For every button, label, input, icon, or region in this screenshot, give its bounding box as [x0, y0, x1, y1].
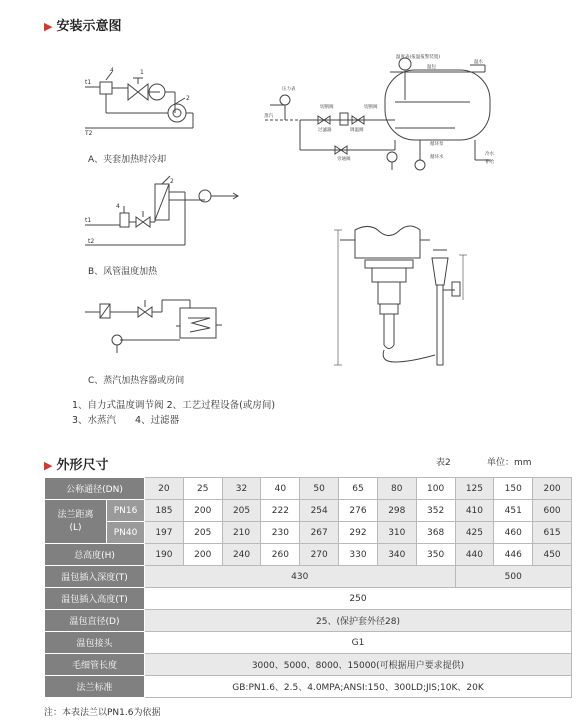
table-row-capillary: [45, 654, 572, 676]
pn40-label: PN40: [107, 522, 145, 544]
pn16-cell: 185: [145, 500, 184, 522]
table-row-pn40: [45, 522, 572, 544]
dn-cell: 80: [377, 478, 416, 500]
flange-std-value: GB:PN1.6、2.5、4.0MPA;ANSI:150、300LD;JIS;10K、20K: [145, 676, 572, 698]
dims-section-title: ▶ 外形尺寸: [44, 458, 109, 473]
dn-cell: 100: [416, 478, 455, 500]
pn16-cell: 451: [494, 500, 533, 522]
height-cell: 330: [339, 544, 378, 566]
install-section-title: ▶ 安装示意图: [44, 19, 122, 34]
table-row-bulb-dia: [45, 610, 572, 632]
pn40-cell: 425: [455, 522, 494, 544]
pn16-cell: 254: [300, 500, 339, 522]
table-number: 表2: [436, 458, 451, 468]
insert-height-value: 250: [145, 588, 572, 610]
label-cold-water: 冷水: [485, 152, 494, 157]
label-outlet: 补给: [485, 160, 494, 165]
label-bulb: 温包: [427, 65, 436, 70]
table-row-dn: [45, 478, 572, 500]
pn40-cell: 292: [339, 522, 378, 544]
label-t1: t1: [85, 79, 92, 86]
pn16-cell: 205: [222, 500, 261, 522]
pn40-cell: 460: [494, 522, 533, 544]
table-row-insert-depth: [45, 566, 572, 588]
pn16-label: PN16: [107, 500, 145, 522]
dn-cell: 32: [222, 478, 261, 500]
label-2: 2: [186, 95, 190, 102]
pn16-cell: 410: [455, 500, 494, 522]
label-t2b: t2: [88, 238, 95, 245]
label-bypass: 旁通阀: [337, 157, 351, 162]
pn40-cell: 210: [222, 522, 261, 544]
bulb-joint-label: 温包接头: [45, 632, 145, 654]
bulb-dia-value: 25、(保护套外径28): [145, 610, 572, 632]
height-cell: 240: [222, 544, 261, 566]
dn-cell: 50: [300, 478, 339, 500]
caption-c: C、蒸汽加热容器或房间: [88, 376, 185, 386]
diagram-c: [85, 300, 222, 353]
table-row-insert-height: [45, 588, 572, 610]
label-circ-water: 循环水: [430, 155, 444, 160]
label-water: 温水: [474, 60, 483, 65]
pn40-cell: 230: [261, 522, 300, 544]
height-cell: 440: [455, 544, 494, 566]
label-circ-pump: 循环泵: [430, 142, 444, 147]
capillary-label: 毛细管长度: [45, 654, 145, 676]
pn40-cell: 197: [145, 522, 184, 544]
insert-depth-b: 500: [455, 566, 572, 588]
dn-label: 公称通径(DN): [45, 478, 145, 500]
label-cutoff2: 切断阀: [364, 105, 378, 110]
label-4b: 4: [116, 203, 120, 210]
label-t1b: t1: [85, 217, 92, 224]
diagram-b: [85, 176, 238, 245]
pn16-cell: 200: [183, 500, 222, 522]
label-temp-device: 温度表(报温报警装置): [396, 55, 441, 60]
legend: [72, 398, 275, 428]
insert-height-label: 温包插入高度(T): [45, 588, 145, 610]
caption-a: A、夹套加热时冷却: [88, 155, 167, 165]
insert-depth-label: 温包插入深度(T): [45, 566, 145, 588]
pn40-cell: 368: [416, 522, 455, 544]
height-cell: 200: [183, 544, 222, 566]
caption-b: B、风管温度加热: [88, 267, 158, 277]
height-cell: 260: [261, 544, 300, 566]
pn40-cell: 205: [183, 522, 222, 544]
capillary-value: 3000、5000、8000、15000(可根据用户要求提供): [145, 654, 572, 676]
legend-line-1: 1、自力式温度调节阀 2、工艺过程设备(或房间): [72, 400, 276, 411]
dn-cell: 20: [145, 478, 184, 500]
table-row-pn16: [45, 500, 572, 522]
pn16-cell: 352: [416, 500, 455, 522]
table-row-bulb-joint: [45, 632, 572, 654]
unit-label: 单位：mm: [487, 458, 532, 468]
label-cutoff1: 切断阀: [320, 105, 334, 110]
dimension-table: [44, 477, 572, 698]
legend-line-2: 3、水蒸汽 4、过滤器: [72, 415, 180, 426]
pn40-cell: 310: [377, 522, 416, 544]
bulb-dia-label: 温包直径(D): [45, 610, 145, 632]
table-row-height: [45, 544, 572, 566]
height-cell: 340: [377, 544, 416, 566]
triangle-bullet-icon: ▶: [44, 459, 53, 472]
label-2b: 2: [170, 178, 174, 185]
pn16-cell: 600: [533, 500, 572, 522]
insert-depth-a: 430: [145, 566, 456, 588]
bulb-joint-value: G1: [145, 632, 572, 654]
label-filter: 过滤器: [318, 128, 332, 133]
height-cell: 450: [533, 544, 572, 566]
table-row-flange-std: [45, 676, 572, 698]
label-1: 1: [140, 69, 144, 76]
height-cell: 190: [145, 544, 184, 566]
label-4: 4: [110, 67, 114, 74]
flange-distance-label: 法兰距离 (L): [45, 500, 107, 544]
pn16-cell: 222: [261, 500, 300, 522]
triangle-bullet-icon: ▶: [44, 20, 53, 33]
diagram-a: [85, 72, 193, 128]
dn-cell: 65: [339, 478, 378, 500]
pn40-cell: 267: [300, 522, 339, 544]
dn-cell: 200: [533, 478, 572, 500]
label-steam: 蒸汽: [264, 114, 273, 119]
height-cell: 270: [300, 544, 339, 566]
label-t2: T2: [85, 130, 93, 137]
label-pressure-gauge: 压力表: [282, 87, 296, 92]
pn16-cell: 298: [377, 500, 416, 522]
height-cell: 350: [416, 544, 455, 566]
dn-cell: 25: [183, 478, 222, 500]
dn-cell: 40: [261, 478, 300, 500]
flange-std-label: 法兰标准: [45, 676, 145, 698]
dn-cell: 150: [494, 478, 533, 500]
dimension-drawing: [334, 226, 467, 365]
height-cell: 446: [494, 544, 533, 566]
system-diagram: [265, 58, 490, 170]
dn-cell: 125: [455, 478, 494, 500]
label-regulator: 调温阀: [350, 128, 364, 133]
pn40-cell: 615: [533, 522, 572, 544]
footnote: 注：本表法兰以PN1.6为依据: [44, 708, 161, 718]
pn16-cell: 276: [339, 500, 378, 522]
height-label: 总高度(H): [45, 544, 145, 566]
